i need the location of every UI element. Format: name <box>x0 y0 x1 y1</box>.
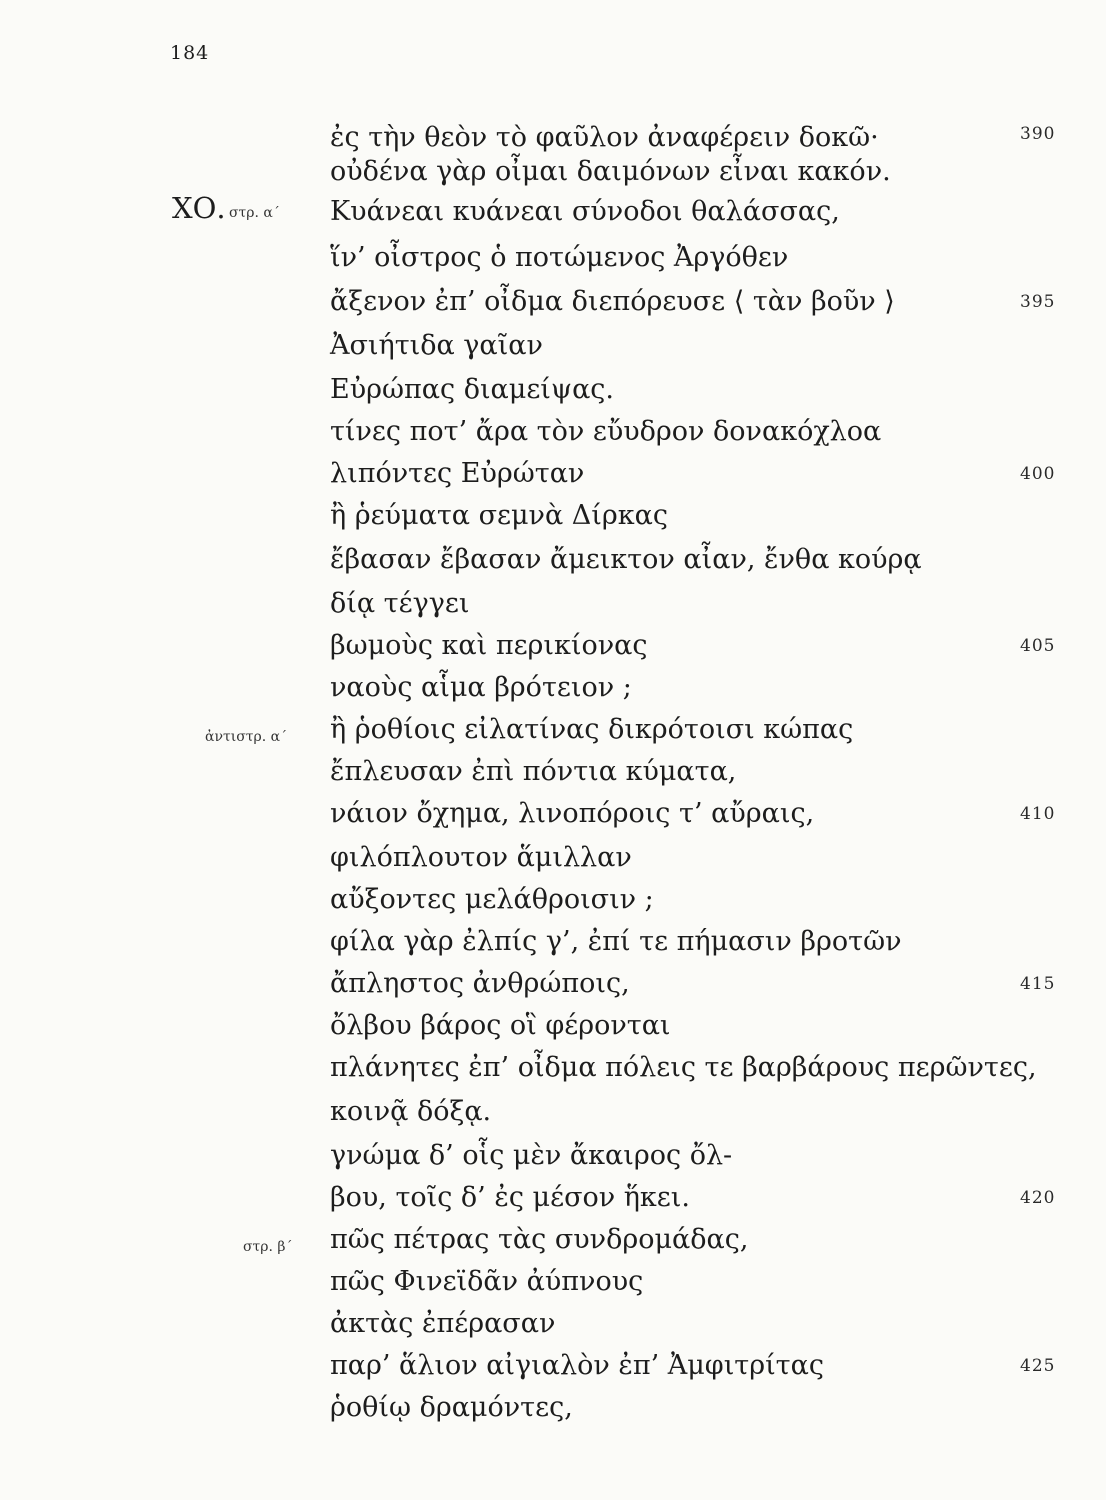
verse-line: ἔπλευσαν ἐπὶ πόντια κύματα, <box>330 756 737 787</box>
strophe-label-a: στρ. α΄ <box>229 205 280 221</box>
verse-line: φιλόπλουτον ἅμιλλαν <box>330 842 632 873</box>
verse-line: πλάνητες ἐπ’ οἶδμα πόλεις τε βαρβάρους περῶντες, <box>330 1052 1037 1083</box>
verse-line: τίνες ποτ’ ἄρα τὸν εὔυδρον δονακόχλοα <box>330 416 882 447</box>
verse-line: νάιον ὄχημα, λινοπόροις τ’ αὔραις, <box>330 798 815 829</box>
verse-line: ἀκτὰς ἐπέρασαν <box>330 1308 556 1339</box>
strophe-label-b: στρ. β΄ <box>243 1239 293 1255</box>
verse-line: ἵν’ οἶστρος ὁ ποτώμενος Ἀργόθεν <box>330 242 789 273</box>
verse-line: βωμοὺς καὶ περικίονας <box>330 630 648 661</box>
verse-line: ναοὺς αἷμα βρότειον ; <box>330 672 632 703</box>
verse-line: δίᾳ τέγγει <box>330 588 470 619</box>
line-number: 390 <box>1020 124 1056 144</box>
verse-line: ἄξενον ἐπ’ οἶδμα διεπόρευσε ⟨ τὰν βοῦν ⟩ <box>330 286 895 317</box>
verse-line: πῶς Φινεϊδᾶν ἀύπνους <box>330 1266 644 1297</box>
verse-line: ὄλβου βάρος οἳ φέρονται <box>330 1010 671 1041</box>
line-number: 415 <box>1020 974 1056 994</box>
verse-line: Εὐρώπας διαμείψας. <box>330 374 615 405</box>
verse-line: κοινᾷ δόξᾳ. <box>330 1096 492 1127</box>
verse-line: ἢ ῥεύματα σεμνὰ Δίρκας <box>330 500 668 531</box>
antistrophe-label-a: ἀντιστρ. α΄ <box>205 729 288 745</box>
line-number: 400 <box>1020 464 1056 484</box>
line-number: 405 <box>1020 636 1056 656</box>
verse-line: φίλα γὰρ ἐλπίς γ’, ἐπί τε πήμασιν βροτῶν <box>330 926 902 957</box>
verse-line: πῶς πέτρας τὰς συνδρομάδας, <box>330 1224 749 1255</box>
verse-line: παρ’ ἅλιον αἰγιαλὸν ἐπ’ Ἀμφιτρίτας <box>330 1350 824 1381</box>
line-number: 395 <box>1020 292 1056 312</box>
verse-line: οὐδένα γὰρ οἶμαι δαιμόνων εἶναι κακόν. <box>330 156 891 187</box>
verse-line: Κυάνεαι κυάνεαι σύνοδοι θαλάσσας, <box>330 196 840 227</box>
verse-line: ῥοθίῳ δραμόντες, <box>330 1392 573 1423</box>
verse-line: ἄπληστος ἀνθρώποις, <box>330 968 630 999</box>
line-number: 420 <box>1020 1188 1056 1208</box>
verse-line: λιπόντες Εὐρώταν <box>330 458 585 489</box>
verse-line: ἔβασαν ἔβασαν ἄμεικτον αἶαν, ἔνθα κούρᾳ <box>330 544 922 575</box>
verse-line: ἐς τὴν θεὸν τὸ φαῦλον ἀναφέρειν δοκῶ· <box>330 122 879 153</box>
line-number: 425 <box>1020 1356 1056 1376</box>
verse-line: γνώμα δ’ οἷς μὲν ἄκαιρος ὄλ- <box>330 1140 733 1171</box>
speaker-label: ΧΟ. <box>172 191 226 225</box>
line-number: 410 <box>1020 804 1056 824</box>
page-number: 184 <box>170 42 210 64</box>
verse-line: βου, τοῖς δ’ ἐς μέσον ἥκει. <box>330 1182 690 1213</box>
verse-line: αὔξοντες μελάθροισιν ; <box>330 884 654 915</box>
verse-line: Ἀσιήτιδα γαῖαν <box>330 330 543 361</box>
verse-line: ἢ ῥοθίοις εἰλατίνας δικρότοισι κώπας <box>330 714 854 745</box>
